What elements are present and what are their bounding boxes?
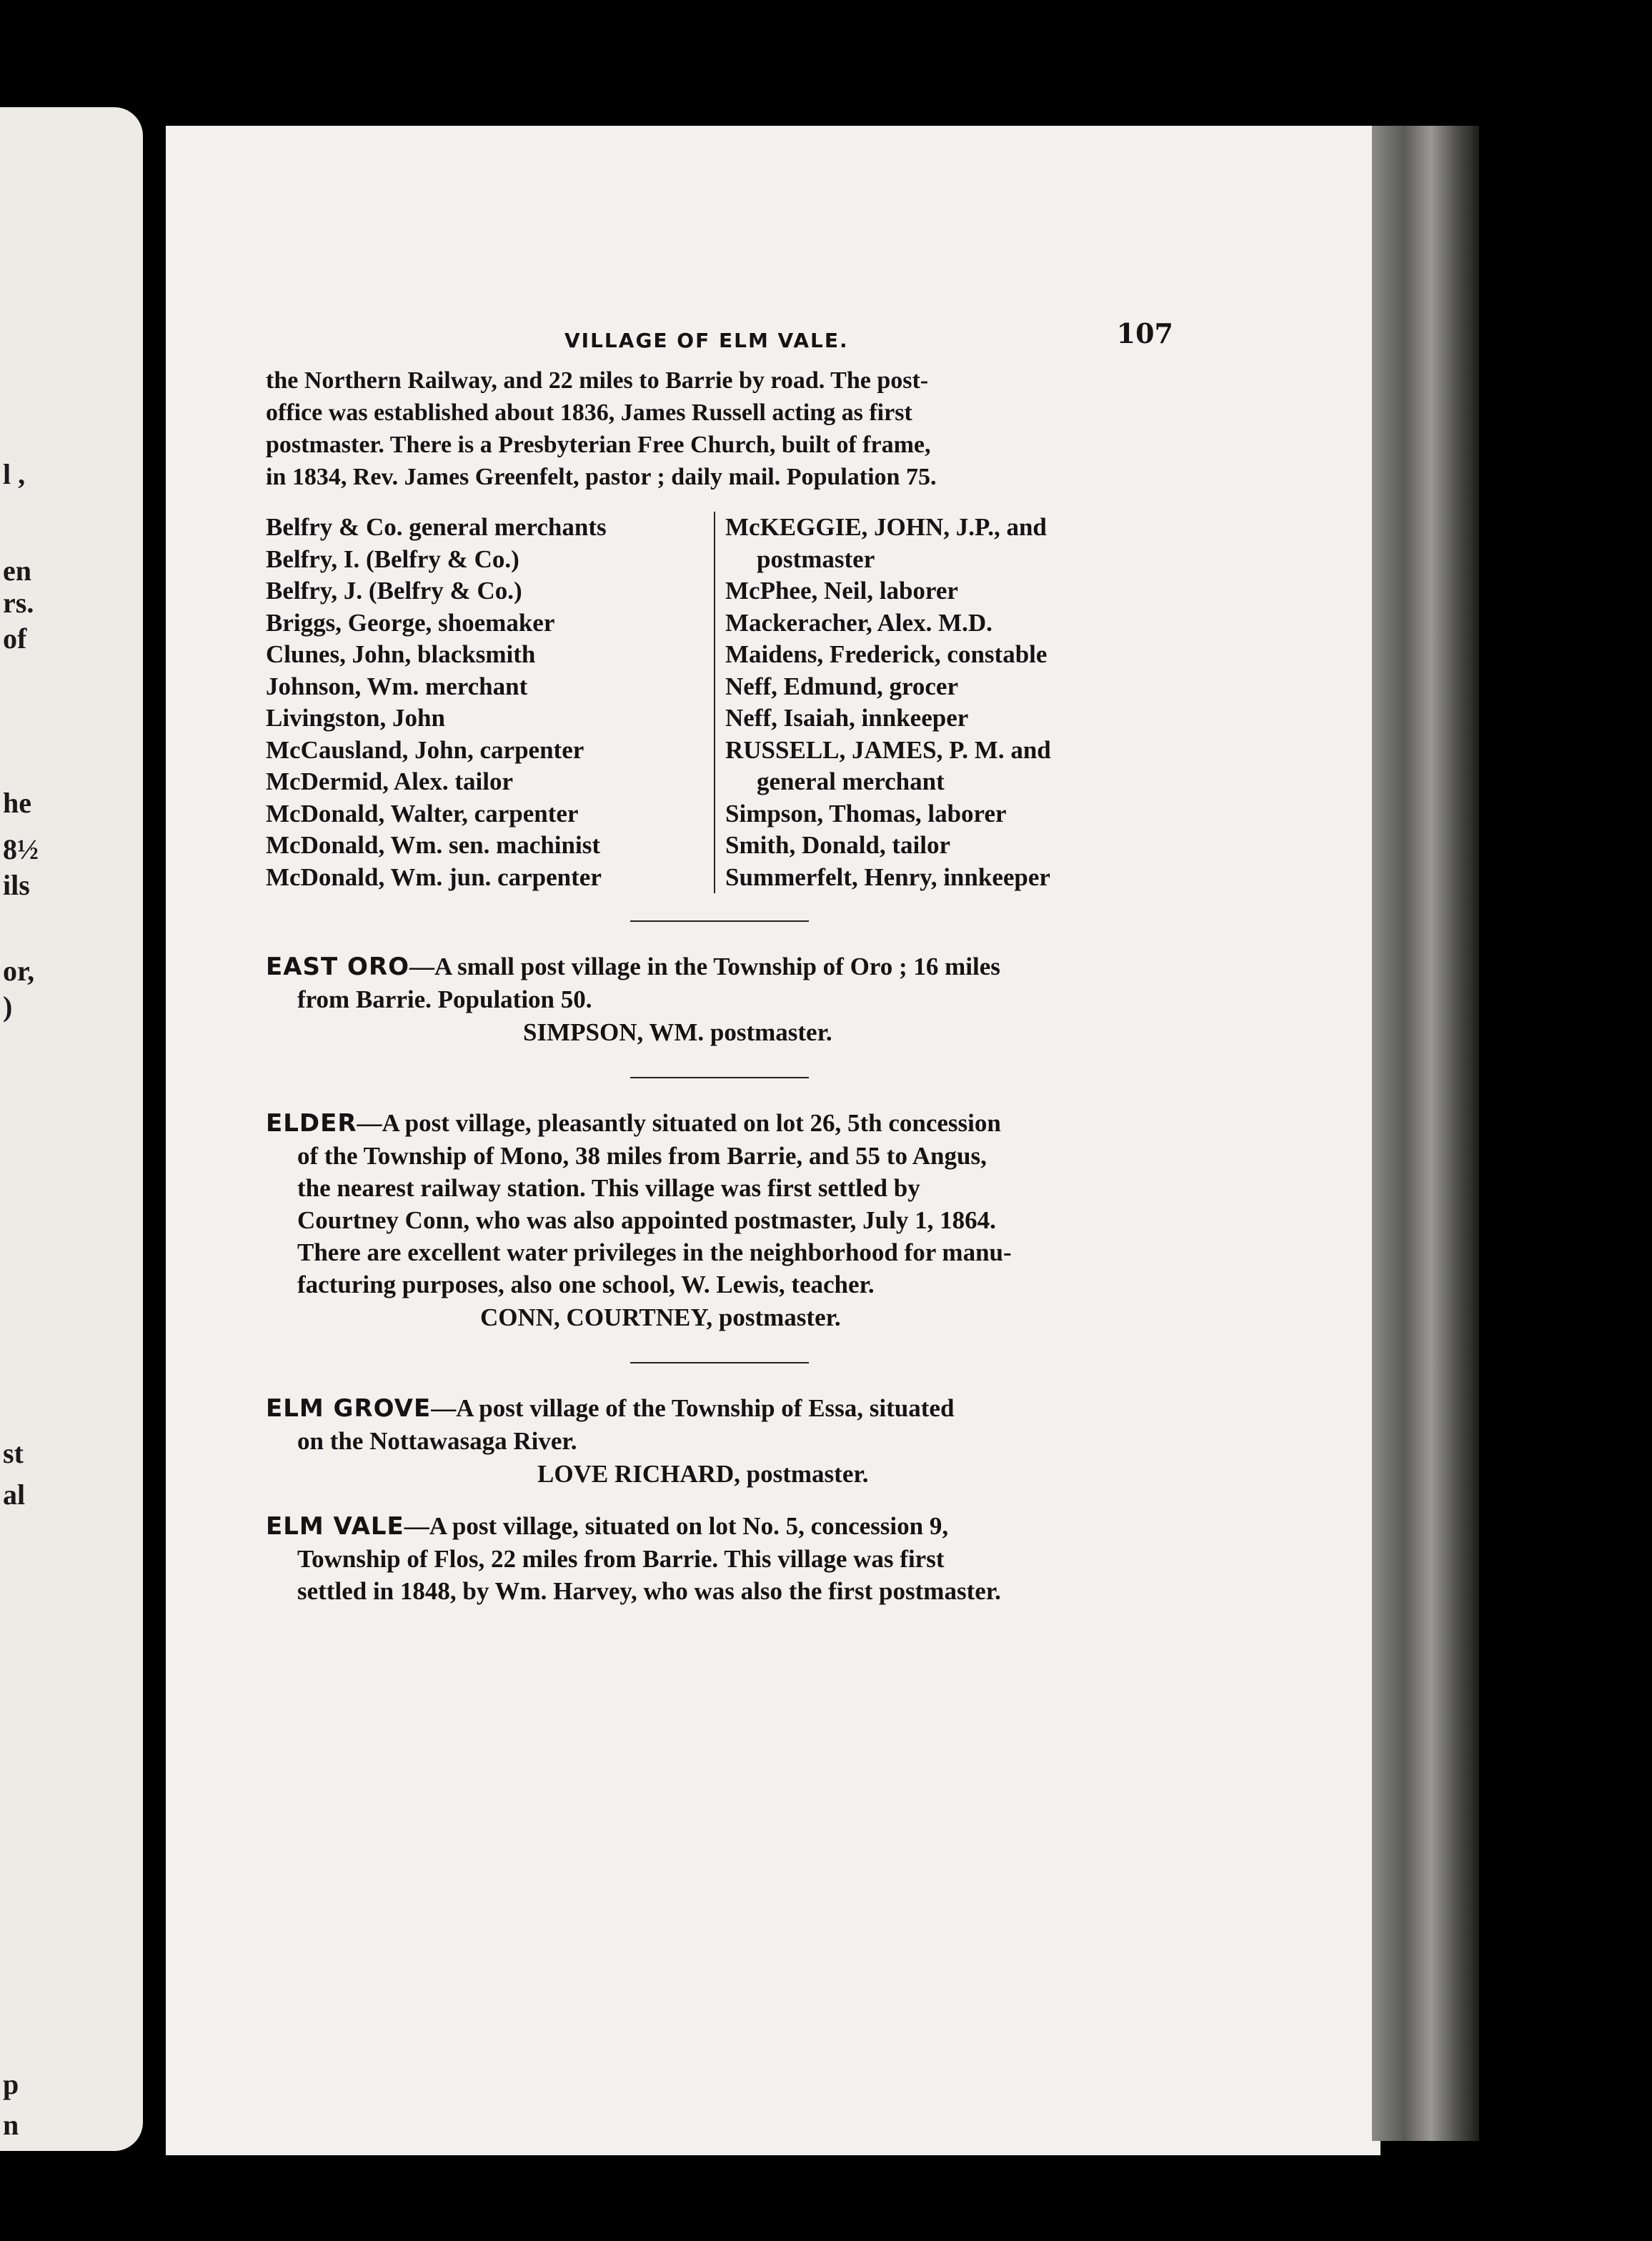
entry-line: [266, 1510, 1173, 1543]
directory-entry: McDonald, Wm. jun. carpenter: [266, 863, 602, 891]
facing-page-fragment: n: [3, 2109, 19, 2141]
directory-entry: Maidens, Frederick, constable: [725, 640, 1048, 668]
directory-column-left: [266, 512, 714, 893]
place-name: ELDER: [266, 1109, 357, 1138]
gazetteer-entry: [266, 1510, 1173, 1607]
entry-line: facturing purposes, also one school, W. Lewis, teacher.: [297, 1271, 875, 1298]
place-name: EAST ORO: [266, 953, 410, 981]
entry-line: on the Nottawasaga River.: [297, 1427, 577, 1455]
entry-text: —A small post village in the Township of Oro ; 16 miles: [409, 953, 1000, 980]
directory-entry: McKEGGIE, JOHN, J.P., and: [725, 513, 1047, 541]
entry-line: [266, 1392, 1173, 1425]
directory-entry: Johnson, Wm. merchant: [266, 672, 528, 700]
directory-entry: McPhee, Neil, laborer: [725, 577, 958, 605]
directory-entry: RUSSELL, JAMES, P. M. and: [725, 735, 1051, 764]
postmaster-line: SIMPSON, WM. postmaster.: [523, 1018, 832, 1046]
business-directory: [266, 512, 1173, 893]
facing-page-fragment: p: [3, 2068, 19, 2100]
facing-page-fragment: rs.: [3, 587, 34, 619]
entry-line: Courtney Conn, who was also appointed postmaster, July 1, 1864.: [297, 1206, 996, 1234]
entry-text: —A post village, pleasantly situated on lot 26, 5th concession: [357, 1109, 1001, 1137]
entry-text: —A post village, situated on lot No. 5, concession 9,: [404, 1512, 949, 1540]
facing-page-fragment: or,: [3, 955, 35, 987]
directory-column-right: [714, 512, 1173, 893]
page-block-edge: [1372, 126, 1479, 2141]
entry-line: of the Township of Mono, 38 miles from Barrie, and 55 to Angus,: [297, 1142, 987, 1170]
entry-line: settled in 1848, by Wm. Harvey, who was also the first postmaster.: [297, 1577, 1001, 1605]
directory-entry: McDonald, Wm. sen. machinist: [266, 831, 600, 859]
entry-line: There are excellent water privileges in the neighborhood for manu-: [297, 1238, 1012, 1266]
entry-line: [266, 1107, 1173, 1140]
section-divider: [630, 1077, 809, 1078]
directory-entry: Belfry & Co. general merchants: [266, 513, 607, 541]
directory-entry: Mackeracher, Alex. M.D.: [725, 608, 992, 637]
directory-entry: McCausland, John, carpenter: [266, 735, 584, 764]
facing-page-fragment: al: [3, 1479, 26, 1511]
directory-entry: Simpson, Thomas, laborer: [725, 799, 1007, 828]
directory-entry: Smith, Donald, tailor: [725, 831, 951, 859]
postmaster-line: CONN, COURTNEY, postmaster.: [480, 1303, 841, 1331]
place-name: ELM GROVE: [266, 1394, 432, 1423]
text-line: postmaster. There is a Presbyterian Free Church, built of frame,: [266, 432, 931, 458]
entry-text: —A post village of the Township of Essa, situated: [431, 1394, 955, 1422]
place-name: ELM VALE: [266, 1512, 404, 1541]
section-divider: [630, 1362, 809, 1363]
facing-page-fragment: 8½: [3, 833, 39, 865]
facing-page-fragment: of: [3, 622, 27, 655]
text-line: office was established about 1836, James Russell acting as first: [266, 399, 912, 426]
facing-page-edge: [0, 107, 143, 2151]
running-head: [266, 317, 1173, 364]
directory-entry: McDermid, Alex. tailor: [266, 767, 514, 795]
directory-entry: general merchant: [757, 767, 945, 795]
postmaster-line: LOVE RICHARD, postmaster.: [537, 1460, 869, 1488]
facing-page-fragment: he: [3, 787, 31, 819]
directory-entry: Briggs, George, shoemaker: [266, 608, 555, 637]
directory-entry: postmaster: [757, 545, 875, 573]
directory-entry: Neff, Edmund, grocer: [725, 672, 958, 700]
text-line: in 1834, Rev. James Greenfelt, pastor ; daily mail. Population 75.: [266, 464, 937, 490]
intro-paragraph: [266, 364, 1173, 493]
running-title: VILLAGE OF ELM VALE.: [564, 329, 849, 352]
directory-entry: Neff, Isaiah, innkeeper: [725, 704, 969, 732]
gazetteer-entries: [266, 950, 1173, 1607]
gazetteer-entry: [266, 1392, 1173, 1491]
gazetteer-entry: [266, 1107, 1173, 1335]
entry-line: Township of Flos, 22 miles from Barrie. This village was first: [297, 1545, 945, 1573]
facing-page-fragment: ): [3, 990, 13, 1023]
gazetteer-entry: [266, 950, 1173, 1050]
page-content: [266, 317, 1173, 1607]
facing-page-fragment: en: [3, 555, 31, 587]
entry-line: from Barrie. Population 50.: [297, 985, 592, 1013]
directory-entry: Belfry, I. (Belfry & Co.): [266, 545, 519, 573]
directory-entry: Belfry, J. (Belfry & Co.): [266, 577, 522, 605]
section-divider: [630, 920, 809, 922]
directory-entry: Clunes, John, blacksmith: [266, 640, 536, 668]
directory-entry: Summerfelt, Henry, innkeeper: [725, 863, 1050, 891]
directory-entry: Livingston, John: [266, 704, 445, 732]
text-line: the Northern Railway, and 22 miles to Barrie by road. The post-: [266, 367, 929, 394]
directory-entry: McDonald, Walter, carpenter: [266, 799, 579, 828]
facing-page-fragment: st: [3, 1437, 24, 1469]
entry-line: [266, 950, 1173, 983]
entry-line: the nearest railway station. This village was first settled by: [297, 1174, 920, 1202]
page-number: 107: [1116, 317, 1173, 349]
facing-page-fragment: l ,: [3, 458, 26, 490]
facing-page-fragment: ils: [3, 869, 30, 901]
